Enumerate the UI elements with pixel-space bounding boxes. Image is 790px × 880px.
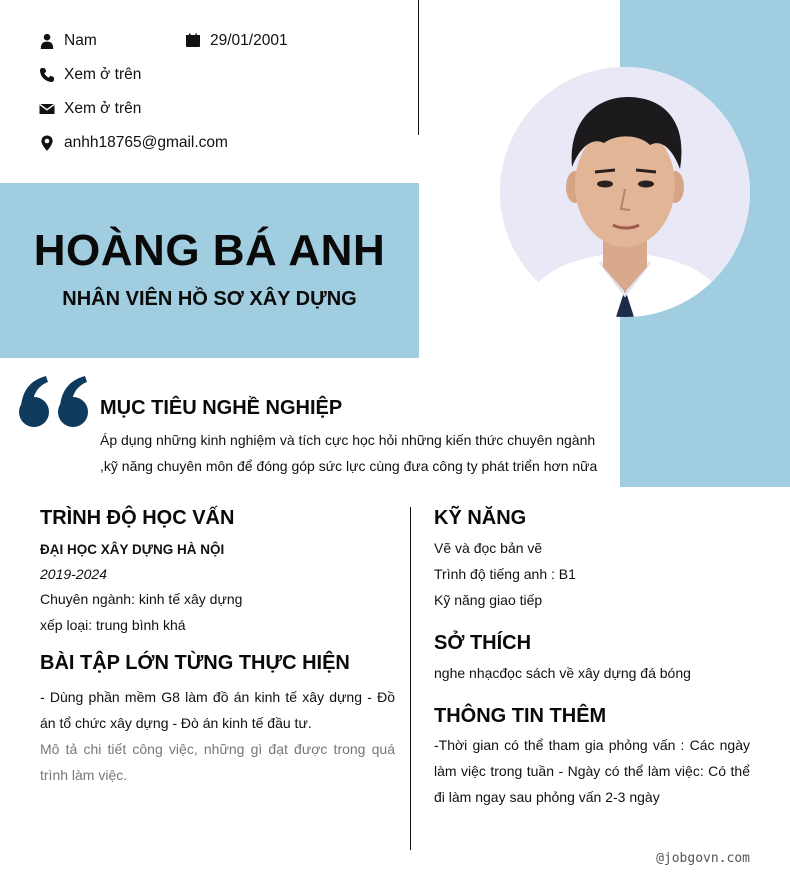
calendar-icon [184,32,202,50]
skill-item: Trình độ tiếng anh : B1 [434,566,576,582]
name-banner [0,183,419,358]
contact-mail [38,100,141,118]
extra-heading: THÔNG TIN THÊM [434,705,607,727]
skills-heading: KỸ NĂNG [434,507,527,529]
contact-phone [38,66,141,84]
mail-value: Xem ở trên [64,100,142,117]
education-school: ĐẠI HỌC XÂY DỰNG HÀ NỘI [40,542,225,557]
hobbies-text: nghe nhạcđọc sách về xây dựng đá bóng [434,665,691,681]
projects-description: Mô tả chi tiết công việc, những gì đạt được trong quá trình làm việc. [40,741,395,783]
watermark: @jobgovn.com [656,851,750,866]
education-major: Chuyên ngành: kinh tế xây dựng [40,591,243,607]
skill-item: Kỹ năng giao tiếp [434,592,543,608]
birthday-value: 29/01/2001 [210,32,288,49]
avatar [500,67,750,317]
person-icon [38,32,56,50]
education-period: 2019-2024 [40,566,107,582]
projects-text: - Dùng phần mềm G8 làm đồ án kinh tế xây dựng - Đồ án tổ chức xây dựng - Đò án kinh tế đầu tư. [40,689,395,731]
extra-text: -Thời gian có thể tham gia phỏng vấn : Các ngày làm việc trong tuần - Ngày có thể làm việc: Có thể đi làm ngay sau phỏng vấn 2-3 ngày [434,737,750,805]
skill-item: Vẽ và đọc bản vẽ [434,540,543,556]
education-heading: TRÌNH ĐỘ HỌC VẤN [40,507,235,529]
candidate-name: HOÀNG BÁ ANH [33,226,386,275]
quote-icon [18,372,94,432]
objective-line: Áp dụng những kinh nghiệm và tích cực học hỏi những kiến thức chuyên ngành [100,432,596,448]
contact-email [38,134,228,152]
education-rank: xếp loại: trung bình khá [40,617,186,633]
phone-value: Xem ở trên [64,66,142,83]
contact-birthday [184,32,288,50]
objective-text [100,427,610,479]
hobbies-heading: SỞ THÍCH [434,632,532,654]
gender-value: Nam [64,32,97,49]
email-value: anhh18765@gmail.com [64,134,228,151]
location-pin-icon [38,134,56,152]
column-divider [410,507,411,850]
job-title: NHÂN VIÊN HỒ SƠ XÂY DỰNG [62,288,357,310]
header-divider [418,0,419,135]
mail-icon [38,100,56,118]
contact-gender [38,32,97,50]
objective-line: ,kỹ năng chuyên môn để đóng góp sức lực cùng đưa công ty phát triển hơn nữa [100,458,598,474]
phone-icon [38,66,56,84]
projects-heading: BÀI TẬP LỚN TỪNG THỰC HIỆN [40,652,350,674]
objective-heading: MỤC TIÊU NGHỀ NGHIỆP [100,397,343,419]
